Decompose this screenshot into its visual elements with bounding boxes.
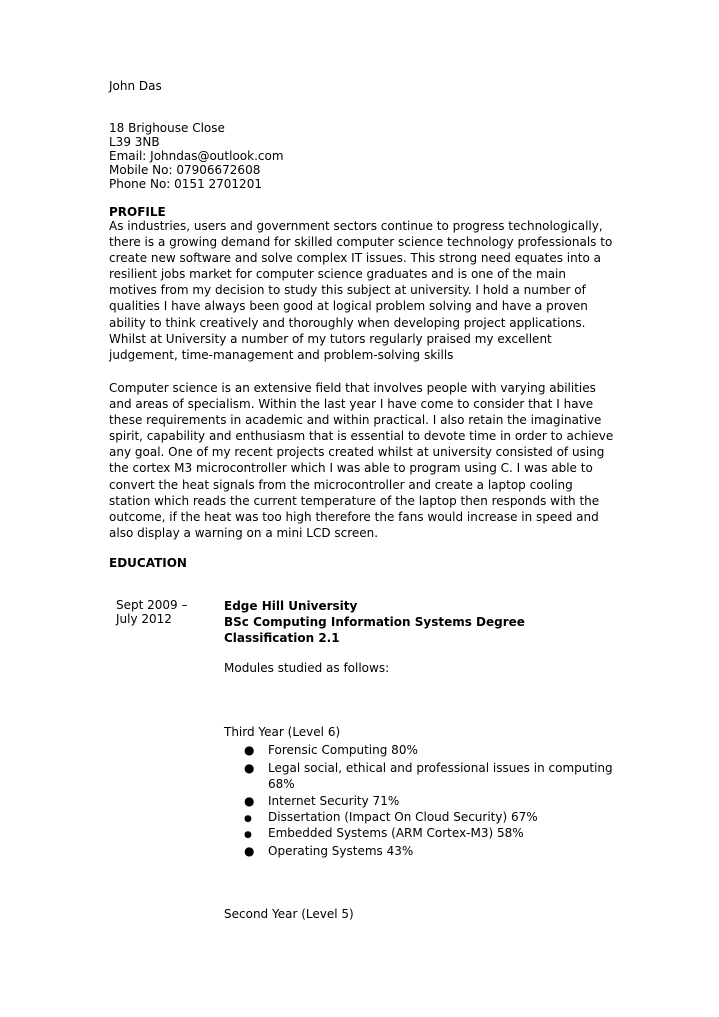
profile-p2-line: any goal. One of my recent projects created whilst at university consisted of using bbox=[109, 445, 605, 460]
module-text: Embedded Systems (ARM Cortex-M3) 58% bbox=[268, 826, 524, 840]
email-line: Email: Johndas@outlook.com bbox=[109, 149, 284, 163]
education-dates bbox=[116, 598, 188, 626]
profile-heading: PROFILE bbox=[109, 205, 166, 219]
profile-paragraph-2 bbox=[109, 380, 619, 541]
profile-paragraph-1 bbox=[109, 218, 619, 363]
module-text: Legal social, ethical and professional issues in computing bbox=[268, 761, 613, 775]
contact-block bbox=[109, 121, 284, 191]
bullet-icon: ● bbox=[244, 844, 255, 858]
degree-name: BSc Computing Information Systems Degree bbox=[224, 615, 525, 629]
profile-p2-line: these requirements in academic and within practical. I also retain the imaginative bbox=[109, 413, 602, 428]
phone-line: Phone No: 0151 2701201 bbox=[109, 177, 262, 191]
bullet-icon: ● bbox=[244, 830, 252, 840]
bullet-icon: ● bbox=[244, 814, 252, 824]
profile-p1-line: Whilst at University a number of my tutors regularly praised my excellent bbox=[109, 331, 552, 346]
degree-classification: Classification 2.1 bbox=[224, 631, 340, 645]
profile-p2-line: Computer science is an extensive field that involves people with varying abilities bbox=[109, 381, 596, 395]
module-item bbox=[224, 809, 613, 825]
third-year-module-list bbox=[224, 742, 613, 859]
module-text: Dissertation (Impact On Cloud Security) 67% bbox=[268, 810, 538, 824]
bullet-icon: ● bbox=[244, 743, 255, 757]
module-item bbox=[224, 793, 613, 809]
profile-p2-line: and areas of specialism. Within the last year I have come to consider that I have bbox=[109, 397, 594, 412]
bullet-icon: ● bbox=[244, 761, 255, 775]
profile-p2-line: convert the heat signals from the microcontroller and create a laptop cooling bbox=[109, 477, 573, 492]
institution-name: Edge Hill University bbox=[224, 599, 358, 613]
profile-p1-line: motives from my decision to study this subject at university. I hold a number of bbox=[109, 283, 586, 298]
profile-p1-line: resilient jobs market for computer science graduates and is one of the main bbox=[109, 267, 566, 282]
module-text-continued: 68% bbox=[268, 777, 295, 791]
profile-p1-line: judgement, time-management and problem-solving skills bbox=[109, 347, 454, 362]
profile-p1-line: As industries, users and government sectors continue to progress technologically, bbox=[109, 219, 603, 233]
profile-p2-line: spirit, capability and enthusiasm that is essential to devote time in order to achieve bbox=[109, 429, 614, 444]
modules-intro: Modules studied as follows: bbox=[224, 661, 390, 675]
address-line-1: 18 Brighouse Close bbox=[109, 121, 225, 135]
profile-p1-line: there is a growing demand for skilled computer science technology professionals to bbox=[109, 235, 613, 250]
candidate-name: John Das bbox=[109, 79, 162, 93]
module-item bbox=[224, 760, 613, 792]
profile-p2-line: also display a warning on a mini LCD screen. bbox=[109, 525, 379, 540]
profile-p1-line: qualities I have always been good at logical problem solving and have a proven bbox=[109, 299, 588, 314]
module-item bbox=[224, 843, 613, 859]
profile-p2-line: station which reads the current temperature of the laptop then responds with the bbox=[109, 493, 600, 508]
education-heading: EDUCATION bbox=[109, 556, 187, 570]
date-start: Sept 2009 – bbox=[116, 598, 188, 612]
bullet-icon: ● bbox=[244, 794, 255, 808]
education-title-block bbox=[224, 598, 525, 646]
mobile-line: Mobile No: 07906672608 bbox=[109, 163, 261, 177]
profile-p1-line: create new software and solve complex IT issues. This strong need equates into a bbox=[109, 251, 601, 266]
address-line-2: L39 3NB bbox=[109, 135, 160, 149]
third-year-label: Third Year (Level 6) bbox=[224, 725, 341, 739]
module-item bbox=[224, 825, 613, 841]
profile-p2-line: outcome, if the heat was too high therefore the fans would increase in speed and bbox=[109, 509, 599, 524]
module-text: Operating Systems 43% bbox=[268, 844, 414, 858]
second-year-label: Second Year (Level 5) bbox=[224, 907, 354, 921]
date-end: July 2012 bbox=[116, 612, 172, 626]
module-text: Forensic Computing 80% bbox=[268, 743, 418, 757]
profile-p1-line: ability to think creatively and thoroughly when developing project applications. bbox=[109, 315, 586, 330]
module-item bbox=[224, 742, 613, 758]
profile-p2-line: the cortex M3 microcontroller which I was able to program using C. I was able to bbox=[109, 461, 593, 476]
module-text: Internet Security 71% bbox=[268, 794, 400, 808]
